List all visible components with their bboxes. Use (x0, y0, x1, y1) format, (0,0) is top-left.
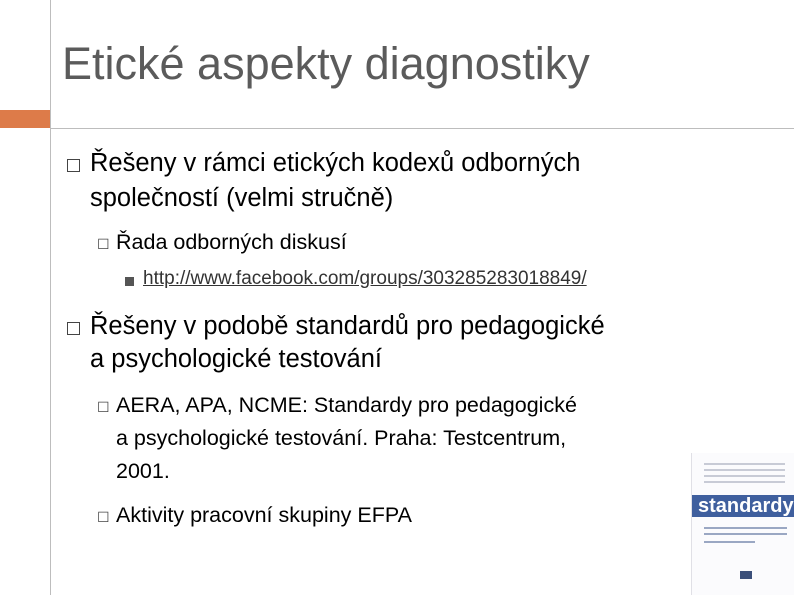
slide-title: Etické aspekty diagnostiky (62, 38, 590, 89)
sub-bullet-2-line-3: 2001. (116, 459, 170, 483)
accent-bar (0, 110, 50, 128)
sub-bullet-1: Řada odborných diskusí (116, 230, 347, 254)
cover-text-line (704, 475, 785, 477)
sub-bullet-box-icon: ☐ (97, 509, 110, 525)
bullet-2-line-1: Řešeny v podobě standardů pro pedagogické (90, 312, 605, 340)
cover-subtitle-line (704, 541, 755, 543)
facebook-group-link[interactable]: http://www.facebook.com/groups/303285283018849/ (143, 268, 587, 289)
sub-bullet-2-line-2: a psychologické testování. Praha: Testcentrum, (116, 426, 567, 450)
sub-bullet-2-line-1: AERA, APA, NCME: Standardy pro pedagogické (116, 393, 577, 417)
cover-text-line (704, 463, 785, 465)
publisher-logo-icon (740, 571, 752, 579)
bullet-1-line-2: společností (velmi stručně) (90, 184, 394, 212)
vertical-rule (50, 0, 51, 595)
sub-bullet-3: Aktivity pracovní skupiny EFPA (116, 503, 412, 527)
cover-text-line (704, 469, 785, 471)
checkbox-bullet-icon (67, 159, 80, 172)
cover-subtitle-line (704, 527, 787, 529)
title-underline (50, 128, 794, 129)
cover-band-title: standardy (692, 495, 794, 517)
book-cover-image (691, 453, 794, 595)
checkbox-bullet-icon (67, 322, 80, 335)
sub-bullet-box-icon: ☐ (97, 399, 110, 415)
cover-subtitle-line (704, 533, 787, 535)
cover-text-line (704, 481, 785, 483)
bullet-1-line-1: Řešeny v rámci etických kodexů odborných (90, 149, 581, 177)
bullet-2-line-2: a psychologické testování (90, 345, 383, 373)
square-bullet-icon (125, 277, 134, 286)
sub-bullet-box-icon: ☐ (97, 236, 110, 252)
